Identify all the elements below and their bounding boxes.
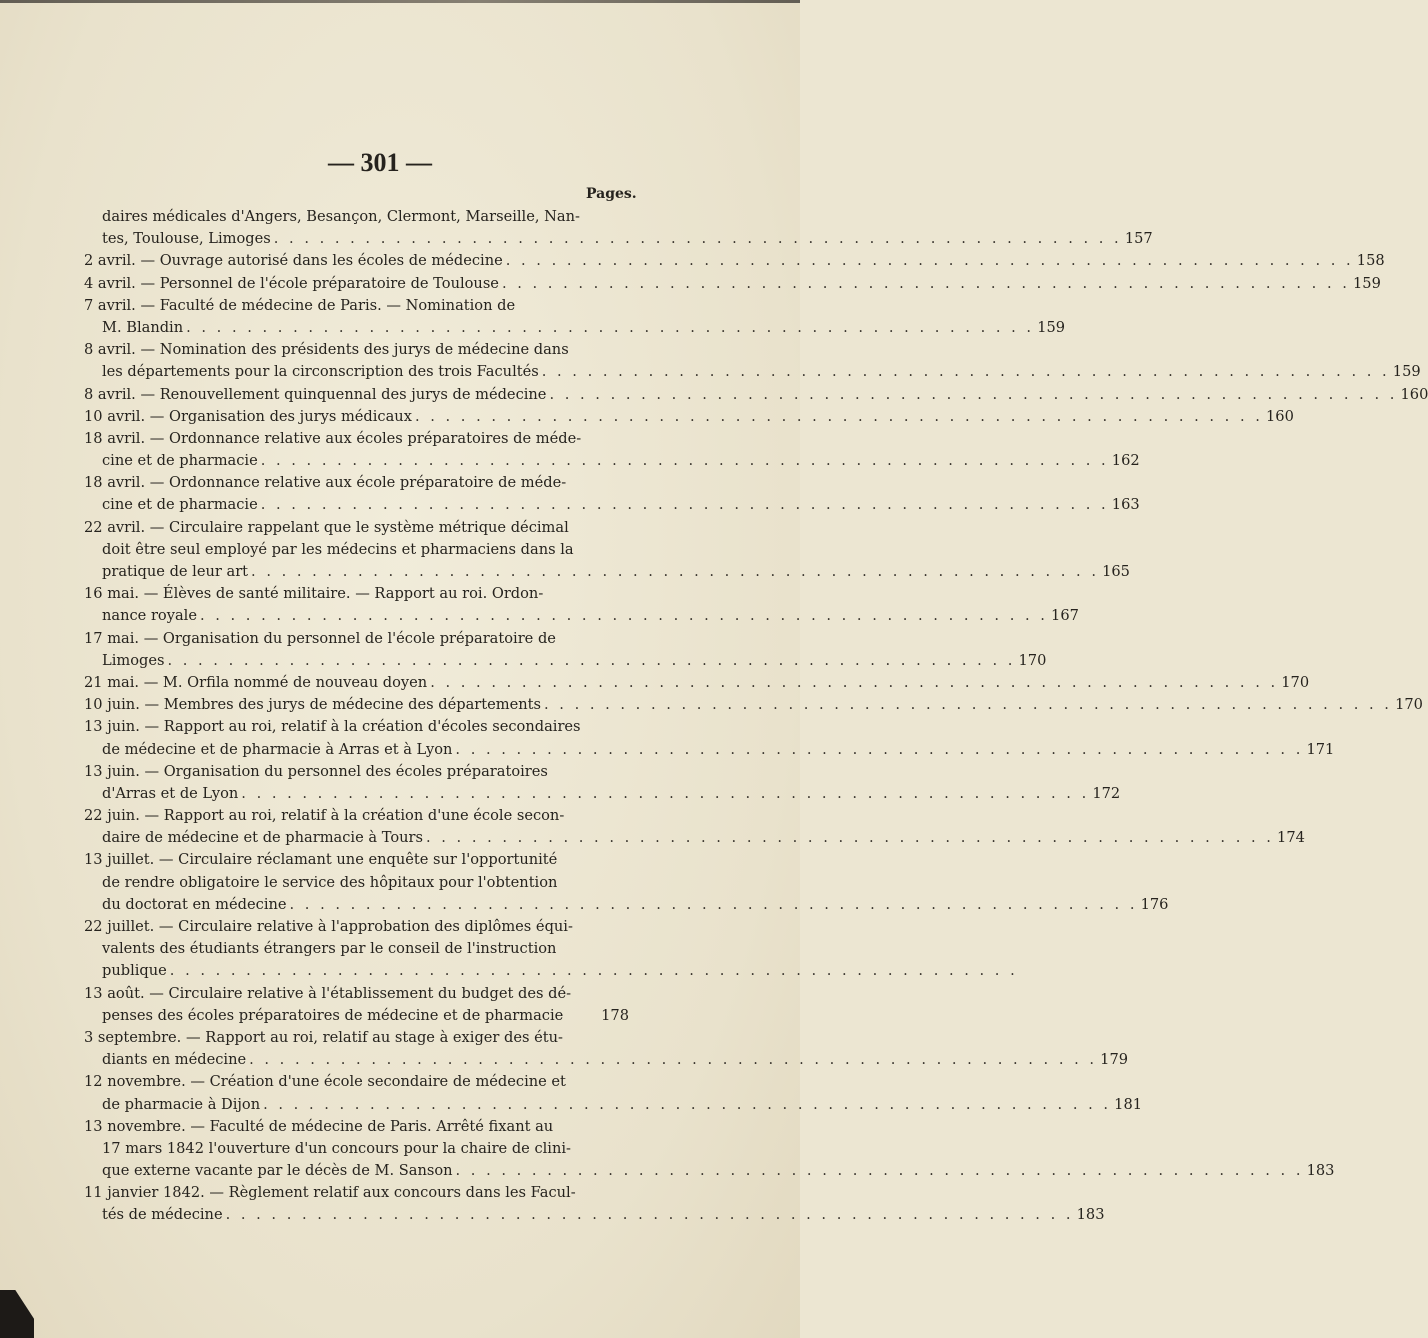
toc-entry-text: doit être seul employé par les médecins et pharmaciens dans la bbox=[102, 540, 574, 558]
toc-entry-line bbox=[84, 716, 629, 738]
toc-entry bbox=[84, 206, 1153, 250]
toc-entry-text: 16 mai. — Élèves de santé militaire. — Rapport au roi. Ordon- bbox=[84, 585, 544, 603]
toc-page-number: 159 bbox=[1037, 318, 1066, 336]
toc-entry-line bbox=[84, 783, 1121, 805]
toc-entry-line bbox=[84, 561, 1130, 583]
dot-leader bbox=[274, 228, 1122, 250]
toc-entry bbox=[84, 295, 1066, 339]
toc-entry bbox=[84, 805, 1305, 849]
toc-entry-text: daire de médecine et de pharmacie à Tours bbox=[102, 829, 423, 847]
toc-entry-text: 13 juin. — Organisation du personnel des écoles préparatoires bbox=[84, 762, 548, 780]
toc-entry bbox=[84, 273, 1381, 295]
toc-page-number: 162 bbox=[1111, 452, 1140, 470]
toc-entry bbox=[84, 983, 629, 1027]
toc-entry-line bbox=[84, 938, 629, 960]
toc-page-number: 165 bbox=[1102, 563, 1130, 580]
toc-entry bbox=[84, 1182, 1105, 1226]
dot-leader bbox=[430, 672, 1278, 694]
toc-entry bbox=[84, 339, 1421, 383]
toc-entry bbox=[84, 1116, 1335, 1183]
toc-entry-line bbox=[84, 1204, 1105, 1226]
toc-entry-text: de rendre obligatoire le service des hôpitaux pour l'obtention bbox=[102, 873, 558, 891]
toc-entry-text: 13 juillet. — Circulaire réclamant une enquête sur l'opportunité bbox=[84, 851, 558, 869]
toc-entry-text: de pharmacie à Dijon bbox=[102, 1095, 261, 1113]
toc-entry bbox=[84, 628, 1047, 672]
toc-entry-line bbox=[84, 827, 1305, 849]
toc-entry-text: 21 mai. — M. Orfila nommé de nouveau doyen bbox=[84, 673, 428, 691]
toc-entry-line bbox=[84, 339, 629, 361]
toc-entry-line bbox=[84, 1049, 1129, 1071]
toc-entry-line bbox=[84, 628, 629, 650]
toc-entry-text: 2 avril. — Ouvrage autorisé dans les écoles de médecine bbox=[84, 252, 503, 270]
toc-page-number: 179 bbox=[1100, 1051, 1129, 1069]
toc-entry-line bbox=[84, 916, 629, 938]
toc-entry-line bbox=[84, 872, 629, 894]
dot-leader bbox=[263, 1094, 1111, 1116]
toc-page-number: 157 bbox=[1124, 230, 1153, 248]
toc-entry-text: que externe vacante par le décès de M. Sanson bbox=[102, 1162, 453, 1180]
toc-page-number: 159 bbox=[1353, 274, 1381, 292]
toc-entry bbox=[84, 761, 1121, 805]
toc-entry-text: diants en médecine bbox=[102, 1051, 247, 1069]
toc-page-number: 170 bbox=[1395, 696, 1423, 714]
dot-leader bbox=[455, 739, 1303, 761]
toc-entry-line bbox=[84, 605, 1079, 627]
toc-entry-text: 10 avril. — Organisation des jurys médicaux bbox=[84, 407, 412, 425]
toc-page-number: 181 bbox=[1114, 1095, 1143, 1113]
toc-entry-text: de médecine et de pharmacie à Arras et à Lyon bbox=[102, 740, 453, 758]
toc-entry-line bbox=[84, 1027, 629, 1049]
toc-entry-text: tes, Toulouse, Limoges bbox=[102, 230, 271, 248]
toc-entry-text: valents des étudiants étrangers par le conseil de l'instruction bbox=[102, 940, 557, 958]
toc-entry-line bbox=[84, 1138, 629, 1160]
toc-entry-line bbox=[84, 317, 1066, 339]
toc-page-number: 170 bbox=[1281, 673, 1310, 691]
dot-leader bbox=[290, 894, 1138, 916]
toc-entry-text: 7 avril. — Faculté de médecine de Paris. — Nomination de bbox=[84, 296, 516, 314]
toc-entry-line bbox=[84, 450, 1140, 472]
toc-entry-text: penses des écoles préparatoires de médecine et de pharmacie bbox=[102, 1006, 564, 1024]
toc-entry-text: les départements pour la circonscription des trois Facultés bbox=[102, 363, 539, 381]
toc-entry bbox=[84, 428, 1140, 472]
dot-leader bbox=[456, 1160, 1304, 1182]
toc-entry bbox=[84, 672, 1310, 694]
toc-entry-line bbox=[84, 428, 629, 450]
table-of-contents bbox=[84, 206, 1428, 1227]
toc-page-number: 176 bbox=[1140, 895, 1169, 913]
toc-page-number: 163 bbox=[1111, 496, 1140, 514]
toc-entry-text: tés de médecine bbox=[102, 1206, 223, 1224]
dot-leader bbox=[261, 494, 1109, 516]
toc-entry-text: 10 juin. — Membres des jurys de médecine des départements bbox=[84, 696, 542, 714]
toc-entry-text: 22 avril. — Circulaire rappelant que le système métrique décimal bbox=[84, 518, 569, 536]
toc-entry-text: d'Arras et de Lyon bbox=[102, 784, 239, 802]
toc-page-number: 174 bbox=[1277, 829, 1305, 847]
page-number: — 301 — bbox=[328, 148, 432, 177]
page-top-edge bbox=[0, 0, 800, 3]
toc-entry-line bbox=[84, 894, 1169, 916]
toc-entry-text: 8 avril. — Renouvellement quinquennal des jurys de médecine bbox=[84, 385, 547, 403]
dot-leader bbox=[226, 1204, 1074, 1226]
corner-tab-mark bbox=[0, 1290, 34, 1338]
dot-leader bbox=[502, 273, 1350, 295]
toc-entry-text: 18 avril. — Ordonnance relative aux écoles préparatoires de méde- bbox=[84, 429, 582, 447]
toc-entry bbox=[84, 716, 1335, 760]
toc-entry-line bbox=[84, 494, 1140, 516]
toc-entry-line bbox=[84, 983, 629, 1005]
toc-entry-text: cine et de pharmacie bbox=[102, 496, 258, 514]
dot-leader bbox=[186, 317, 1034, 339]
toc-entry-text: du doctorat en médecine bbox=[102, 895, 287, 913]
toc-entry bbox=[84, 694, 1423, 716]
dot-leader bbox=[261, 450, 1109, 472]
toc-entry-text: 3 septembre. — Rapport au roi, relatif au stage à exiger des étu- bbox=[84, 1028, 563, 1046]
toc-entry-line bbox=[84, 273, 1381, 295]
toc-entry bbox=[84, 472, 1140, 516]
toc-entry-text: 17 mai. — Organisation du personnel de l'école préparatoire de bbox=[84, 629, 556, 647]
toc-entry-text: nance royale bbox=[102, 607, 197, 625]
toc-entry-line bbox=[84, 1005, 629, 1027]
toc-entry-text: publique bbox=[102, 962, 167, 980]
toc-page-number: 160 bbox=[1266, 407, 1294, 425]
toc-entry bbox=[84, 406, 1294, 428]
toc-entry-text: M. Blandin bbox=[102, 318, 184, 336]
toc-entry-line bbox=[84, 672, 1310, 694]
toc-page-number: 170 bbox=[1018, 651, 1047, 669]
toc-entry-text: pratique de leur art bbox=[102, 563, 249, 580]
toc-entry bbox=[84, 1027, 1129, 1071]
toc-entry bbox=[84, 517, 1130, 584]
dot-leader bbox=[415, 406, 1263, 428]
toc-entry-line bbox=[84, 1071, 629, 1093]
toc-entry-text: 13 juin. — Rapport au roi, relatif à la création d'écoles secondaires bbox=[84, 718, 581, 736]
toc-entry-line bbox=[84, 406, 1294, 428]
toc-entry bbox=[84, 250, 1385, 272]
toc-entry-text: 22 juillet. — Circulaire relative à l'approbation des diplômes équi- bbox=[84, 918, 573, 935]
dot-leader bbox=[167, 650, 1015, 672]
toc-entry-line bbox=[84, 583, 629, 605]
toc-entry-line bbox=[84, 761, 629, 783]
toc-page-number: 178 bbox=[601, 1006, 629, 1024]
toc-entry-line bbox=[84, 206, 629, 228]
toc-entry bbox=[84, 1071, 1143, 1115]
dot-leader bbox=[241, 783, 1089, 805]
toc-entry-line bbox=[84, 384, 1428, 406]
dot-leader bbox=[170, 960, 1018, 982]
toc-page-number: 183 bbox=[1076, 1206, 1105, 1224]
toc-entry-line bbox=[84, 694, 1423, 716]
toc-entry-line bbox=[84, 517, 629, 539]
toc-entry bbox=[84, 916, 629, 983]
toc-entry-text: 13 novembre. — Faculté de médecine de Paris. Arrêté fixant au bbox=[84, 1117, 554, 1135]
toc-entry-text: 11 janvier 1842. — Règlement relatif aux concours dans les Facul- bbox=[84, 1184, 576, 1202]
toc-entry-line bbox=[84, 1182, 629, 1204]
dot-leader bbox=[200, 605, 1048, 627]
toc-entry-line bbox=[84, 739, 1335, 761]
toc-entry bbox=[84, 384, 1428, 406]
toc-entry-text: 22 juin. — Rapport au roi, relatif à la création d'une école secon- bbox=[84, 807, 565, 825]
toc-entry-text: 12 novembre. — Création d'une école secondaire de médecine et bbox=[84, 1073, 566, 1091]
toc-entry-line bbox=[84, 295, 629, 317]
toc-page-number: 160 bbox=[1400, 385, 1428, 403]
toc-entry-line bbox=[84, 805, 629, 827]
toc-entry-text: 4 avril. — Personnel de l'école préparatoire de Toulouse bbox=[84, 274, 499, 292]
toc-entry-text: 17 mars 1842 l'ouverture d'un concours pour la chaire de clini- bbox=[102, 1139, 571, 1157]
toc-entry bbox=[84, 849, 1169, 916]
toc-entry-line bbox=[84, 228, 1153, 250]
toc-page-number: 158 bbox=[1356, 252, 1385, 270]
toc-entry-text: 8 avril. — Nomination des présidents des jurys de médecine dans bbox=[84, 341, 569, 359]
toc-entry-line bbox=[84, 1094, 1143, 1116]
toc-entry-text: daires médicales d'Angers, Besançon, Clermont, Marseille, Nan- bbox=[102, 208, 580, 225]
toc-entry-line bbox=[84, 539, 629, 561]
toc-entry-line bbox=[84, 960, 629, 982]
toc-entry-line bbox=[84, 472, 629, 494]
toc-entry-line bbox=[84, 250, 1385, 272]
toc-entry-text: cine et de pharmacie bbox=[102, 452, 258, 470]
toc-entry-text: Limoges bbox=[102, 651, 165, 669]
toc-entry bbox=[84, 583, 1079, 627]
toc-page-number: 171 bbox=[1306, 740, 1335, 758]
dot-leader bbox=[544, 694, 1392, 716]
toc-page-number: 167 bbox=[1051, 607, 1079, 625]
toc-page-number: 183 bbox=[1306, 1162, 1335, 1180]
toc-page-number: 159 bbox=[1392, 363, 1421, 381]
dot-leader bbox=[549, 384, 1397, 406]
toc-entry-line bbox=[84, 361, 1421, 383]
pages-column-label: Pages. bbox=[586, 186, 637, 202]
toc-entry-text: 13 août. — Circulaire relative à l'établissement du budget des dé- bbox=[84, 984, 572, 1002]
toc-entry-line bbox=[84, 849, 629, 871]
dot-leader bbox=[426, 827, 1274, 849]
dot-leader bbox=[251, 561, 1099, 583]
toc-entry-line bbox=[84, 1116, 629, 1138]
dot-leader bbox=[506, 250, 1354, 272]
toc-page-number: 172 bbox=[1092, 784, 1121, 802]
toc-entry-line bbox=[84, 1160, 1335, 1182]
toc-entry-text: 18 avril. — Ordonnance relative aux école préparatoire de méde- bbox=[84, 474, 567, 492]
dot-leader bbox=[249, 1049, 1097, 1071]
toc-entry-line bbox=[84, 650, 1047, 672]
dot-leader bbox=[542, 361, 1390, 383]
